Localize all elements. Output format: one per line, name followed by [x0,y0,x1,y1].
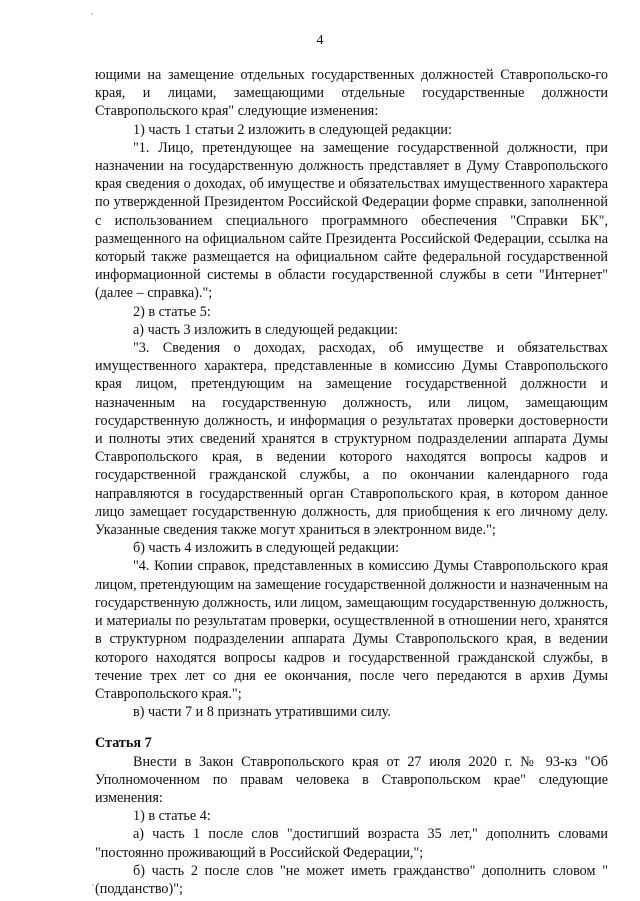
page-number: 4 [316,33,324,48]
paragraph-continuation: ющими на замещение отдельных государственных должностей Ставропольско-го края, и лицами, замещающими отдельные государственные должности Ставропольского края" следующие изменения: [95,67,608,120]
scan-speck [91,13,93,15]
paragraph-subitem-a: а) часть 3 изложить в следующей редакции: [133,321,399,338]
paragraph-item-1: 1) часть 1 статьи 2 изложить в следующей редакции: [133,121,452,138]
paragraph-quote-part-4: "4. Копии справок, представленных в комиссию Думы Ставропольского края лицом, претендующим на замещение государственной должности и назначенным на государственную должность, или лицом, замещающим государственную должность, и материалы по результатам проверки, осуществленной в отношении него, хранятся в структурном подразделении аппарата Думы Ставропольского края, в ведении которого находятся вопросы кадров и государственной гражданской службы, в течение трех лет со дня ее окончания, после чего передаются в архив Думы Ставропольского края."; [95,558,609,702]
paragraph-quote-part-3: "3. Сведения о доходах, расходах, об имуществе и обязательствах имущественного характера, представленные в комиссию Думы Ставропольского края лицом, претендующим на замещение государственной должности и назначенным на государственную должность, или лицом, замещающим государственную должность, и информация о результатах проверки достоверности и полноты этих сведений хранятся в структурном подразделении аппарата Думы Ставропольского края, в ведении которого находятся вопросы кадров и государственной гражданской службы, а по окончании календарного года направляются в государственный орган Ставропольского края, в котором данное лицо замещает государственную должность, для приобщения к его личному делу. Указанные сведения также могут храниться в электронном виде."; [95,340,608,539]
paragraph-item-1-art7: 1) в статье 4: [133,808,211,825]
paragraph-subitem-b-art7: б) часть 2 после слов "не может иметь гражданство" дополнить словом "(подданство)"; [95,862,608,897]
scan-speck [92,884,94,886]
paragraph-quote-part-1: "1. Лицо, претендующее на замещение государственной должности, при назначении на государственную должность представляет в Думу Ставропольского края сведения о доходах, об имуществе и обязательствах имущественного характера по утвержденной Президентом Российской Федерации форме справки, заполненной с использованием специального программного обеспечения "Справки БК", размещенного на официальном сайте Президента Российской Федерации, ссылка на который также размещается на официальном сайте федеральной государственной информационной системы в области государственной службы в сети "Интернет" (далее – справка)."; [95,139,608,302]
section-spacer [95,721,608,734]
paragraph-subitem-b: б) часть 4 изложить в следующей редакции: [133,540,400,557]
paragraph-subitem-a-art7: а) часть 1 после слов "достигший возраста 35 лет," дополнить словами "постоянно проживающий в Российской Федерации,"; [95,826,608,861]
article-heading: Статья 7 [95,735,152,752]
document-body [95,66,608,898]
paragraph-item-2: 2) в статье 5: [133,303,211,320]
paragraph-article-intro: Внести в Закон Ставропольского края от 27 июля 2020 г. № 93-кз "Об Уполномоченном по правам человека в Ставропольском крае" следующие изменения: [95,753,608,806]
paragraph-subitem-v: в) части 7 и 8 признать утратившими силу. [133,704,391,721]
